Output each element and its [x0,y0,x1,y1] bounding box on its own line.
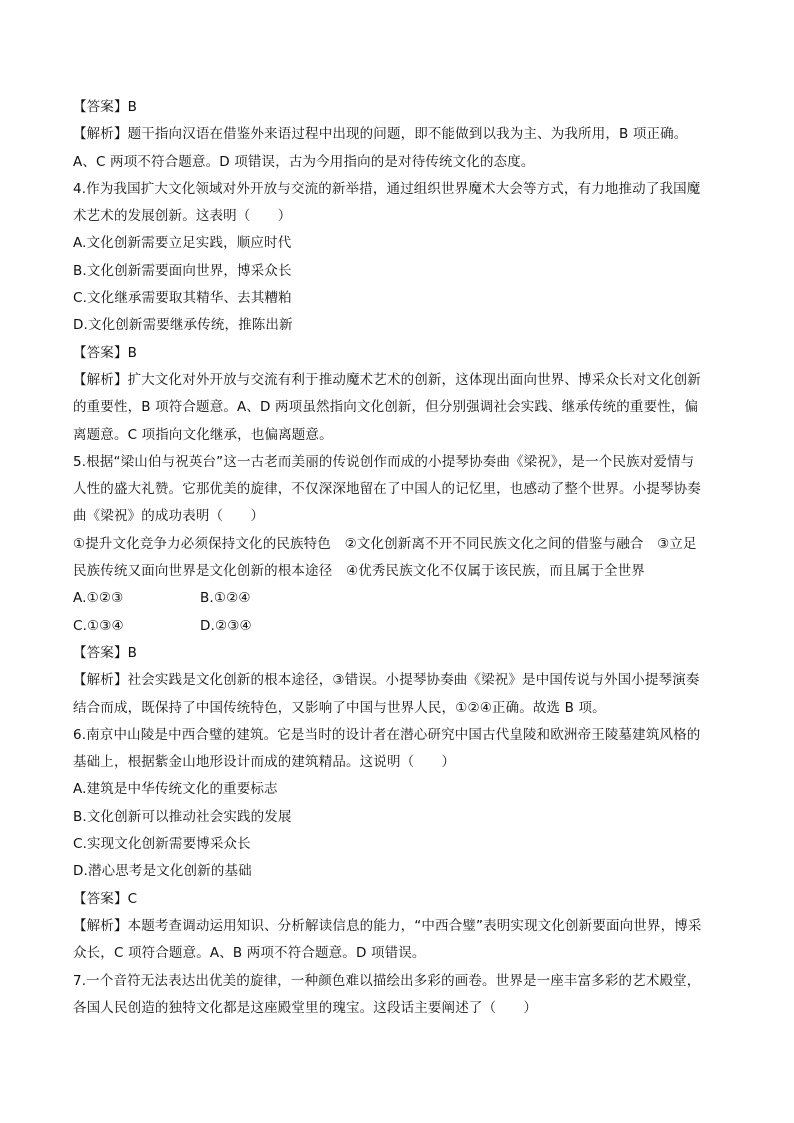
options-block [73,776,721,885]
analysis-line: 的重要性，B 项符合题意。A、D 两项虽然指向文化创新，但分别强调社会实践、继承传统的重要性，偏 [73,399,699,416]
question-line: 6.南京中山陵是中西合璧的建筑。它是当时的设计者在潜心研究中国古代皇陵和欧洲帝王陵墓建筑风格的 [73,726,701,743]
answer-block [73,94,721,121]
analysis-block [73,667,721,722]
analysis-line: 【解析】扩大文化对外开放与交流有利于推动魔术艺术的创新，这体现出面向世界、博采众长对文化创新 [73,371,701,388]
analysis-line: 【解析】社会实践是文化创新的根本途径，③错误。小提琴协奏曲《梁祝》是中国传说与外国小提琴演奏 [73,672,700,689]
question-line: 基础上，根据紫金山地形设计而成的建筑精品。这说明（ ） [73,754,456,771]
analysis-line: 【解析】题干指向汉语在借鉴外来语过程中出现的问题，即不能做到以我为主、为我所用，B 项正确。 [73,126,688,143]
analysis-line: 众长，C 项符合题意。A、B 两项不符合题意。D 项错误。 [73,945,426,962]
option-item: D.文化创新需要继承传统，推陈出新 [73,317,293,334]
option-row [73,585,721,612]
question-line: 曲《梁祝》的成功表明（ ） [73,508,265,525]
question-line: 7.一个音符无法表达出优美的旋律，一种颜色难以描绘出多彩的画卷。世界是一座丰富多彩的艺术殿堂， [73,972,701,989]
option-row [73,613,721,640]
analysis-block [73,367,721,449]
analysis-block [73,121,721,176]
option-item: B.文化创新可以推动社会实践的发展 [73,808,292,825]
question-block [73,176,721,231]
options-block [73,230,721,339]
question-line: 5.根据“梁山伯与祝英台”这一古老而美丽的传说创作而成的小提琴协奏曲《梁祝》，是一个民族对爱情与 [73,453,695,470]
answer-line: 【答案】B [73,644,138,661]
option-item: C.文化继承需要取其精华、去其糟粕 [73,290,292,307]
question-line: 4.作为我国扩大文化领域对外开放与交流的新举措，通过组织世界魔术大会等方式，有力地推动了我国魔 [73,180,701,197]
statement-line: 民族传统又面向世界是文化创新的根本途径 ④优秀民族文化不仅属于该民族，而且属于全世界 [73,563,645,580]
option-item: C.实现文化创新需要博采众长 [73,836,251,853]
statements-block [73,531,721,586]
answer-line: 【答案】C [73,890,138,907]
option-item: C.①③④ [73,617,124,634]
option-item: A.建筑是中华传统文化的重要标志 [73,781,278,798]
answer-line: 【答案】B [73,344,138,361]
option-item: A.①②③ [73,590,124,607]
analysis-line: 【解析】本题考查调动运用知识、分析解读信息的能力，“中西合璧”表明实现文化创新要面向世界，博采 [73,917,702,934]
question-block [73,449,721,531]
analysis-line: 结合而成，既保持了中国传统特色，又影响了中国与世界人民，①②④正确。故选 B 项。 [73,699,606,716]
answer-block [73,340,721,367]
option-item: D.②③④ [200,617,252,634]
option-item: D.潜心思考是文化创新的基础 [73,863,252,880]
question-line: 人性的盛大礼赞。它那优美的旋律，不仅深深地留在了中国人的记忆里，也感动了整个世界。小提琴协奏 [73,481,701,498]
option-item: B.①②④ [200,590,251,607]
options-grid-block [73,585,721,640]
analysis-line: A、C 两项不符合题意。D 项错误，古为今用指向的是对待传统文化的态度。 [73,153,535,170]
question-line: 各国人民创造的独特文化都是这座殿堂里的瑰宝。这段话主要阐述了（ ） [73,999,538,1016]
analysis-block [73,913,721,968]
answer-line: 【答案】B [73,99,138,115]
answer-block [73,640,721,667]
option-item: A.文化创新需要立足实践，顺应时代 [73,235,292,252]
option-item: B.文化创新需要面向世界，博采众长 [73,262,292,279]
question-block [73,968,721,1023]
question-block [73,722,721,777]
document-page [73,94,721,1022]
question-line: 术艺术的发展创新。这表明（ ） [73,208,292,225]
analysis-line: 离题意。C 项指向文化继承，也偏离题意。 [73,426,333,443]
answer-block [73,886,721,913]
statement-line: ①提升文化竞争力必须保持文化的民族特色 ②文化创新离不开不同民族文化之间的借鉴与融合 ③立足 [73,535,697,552]
